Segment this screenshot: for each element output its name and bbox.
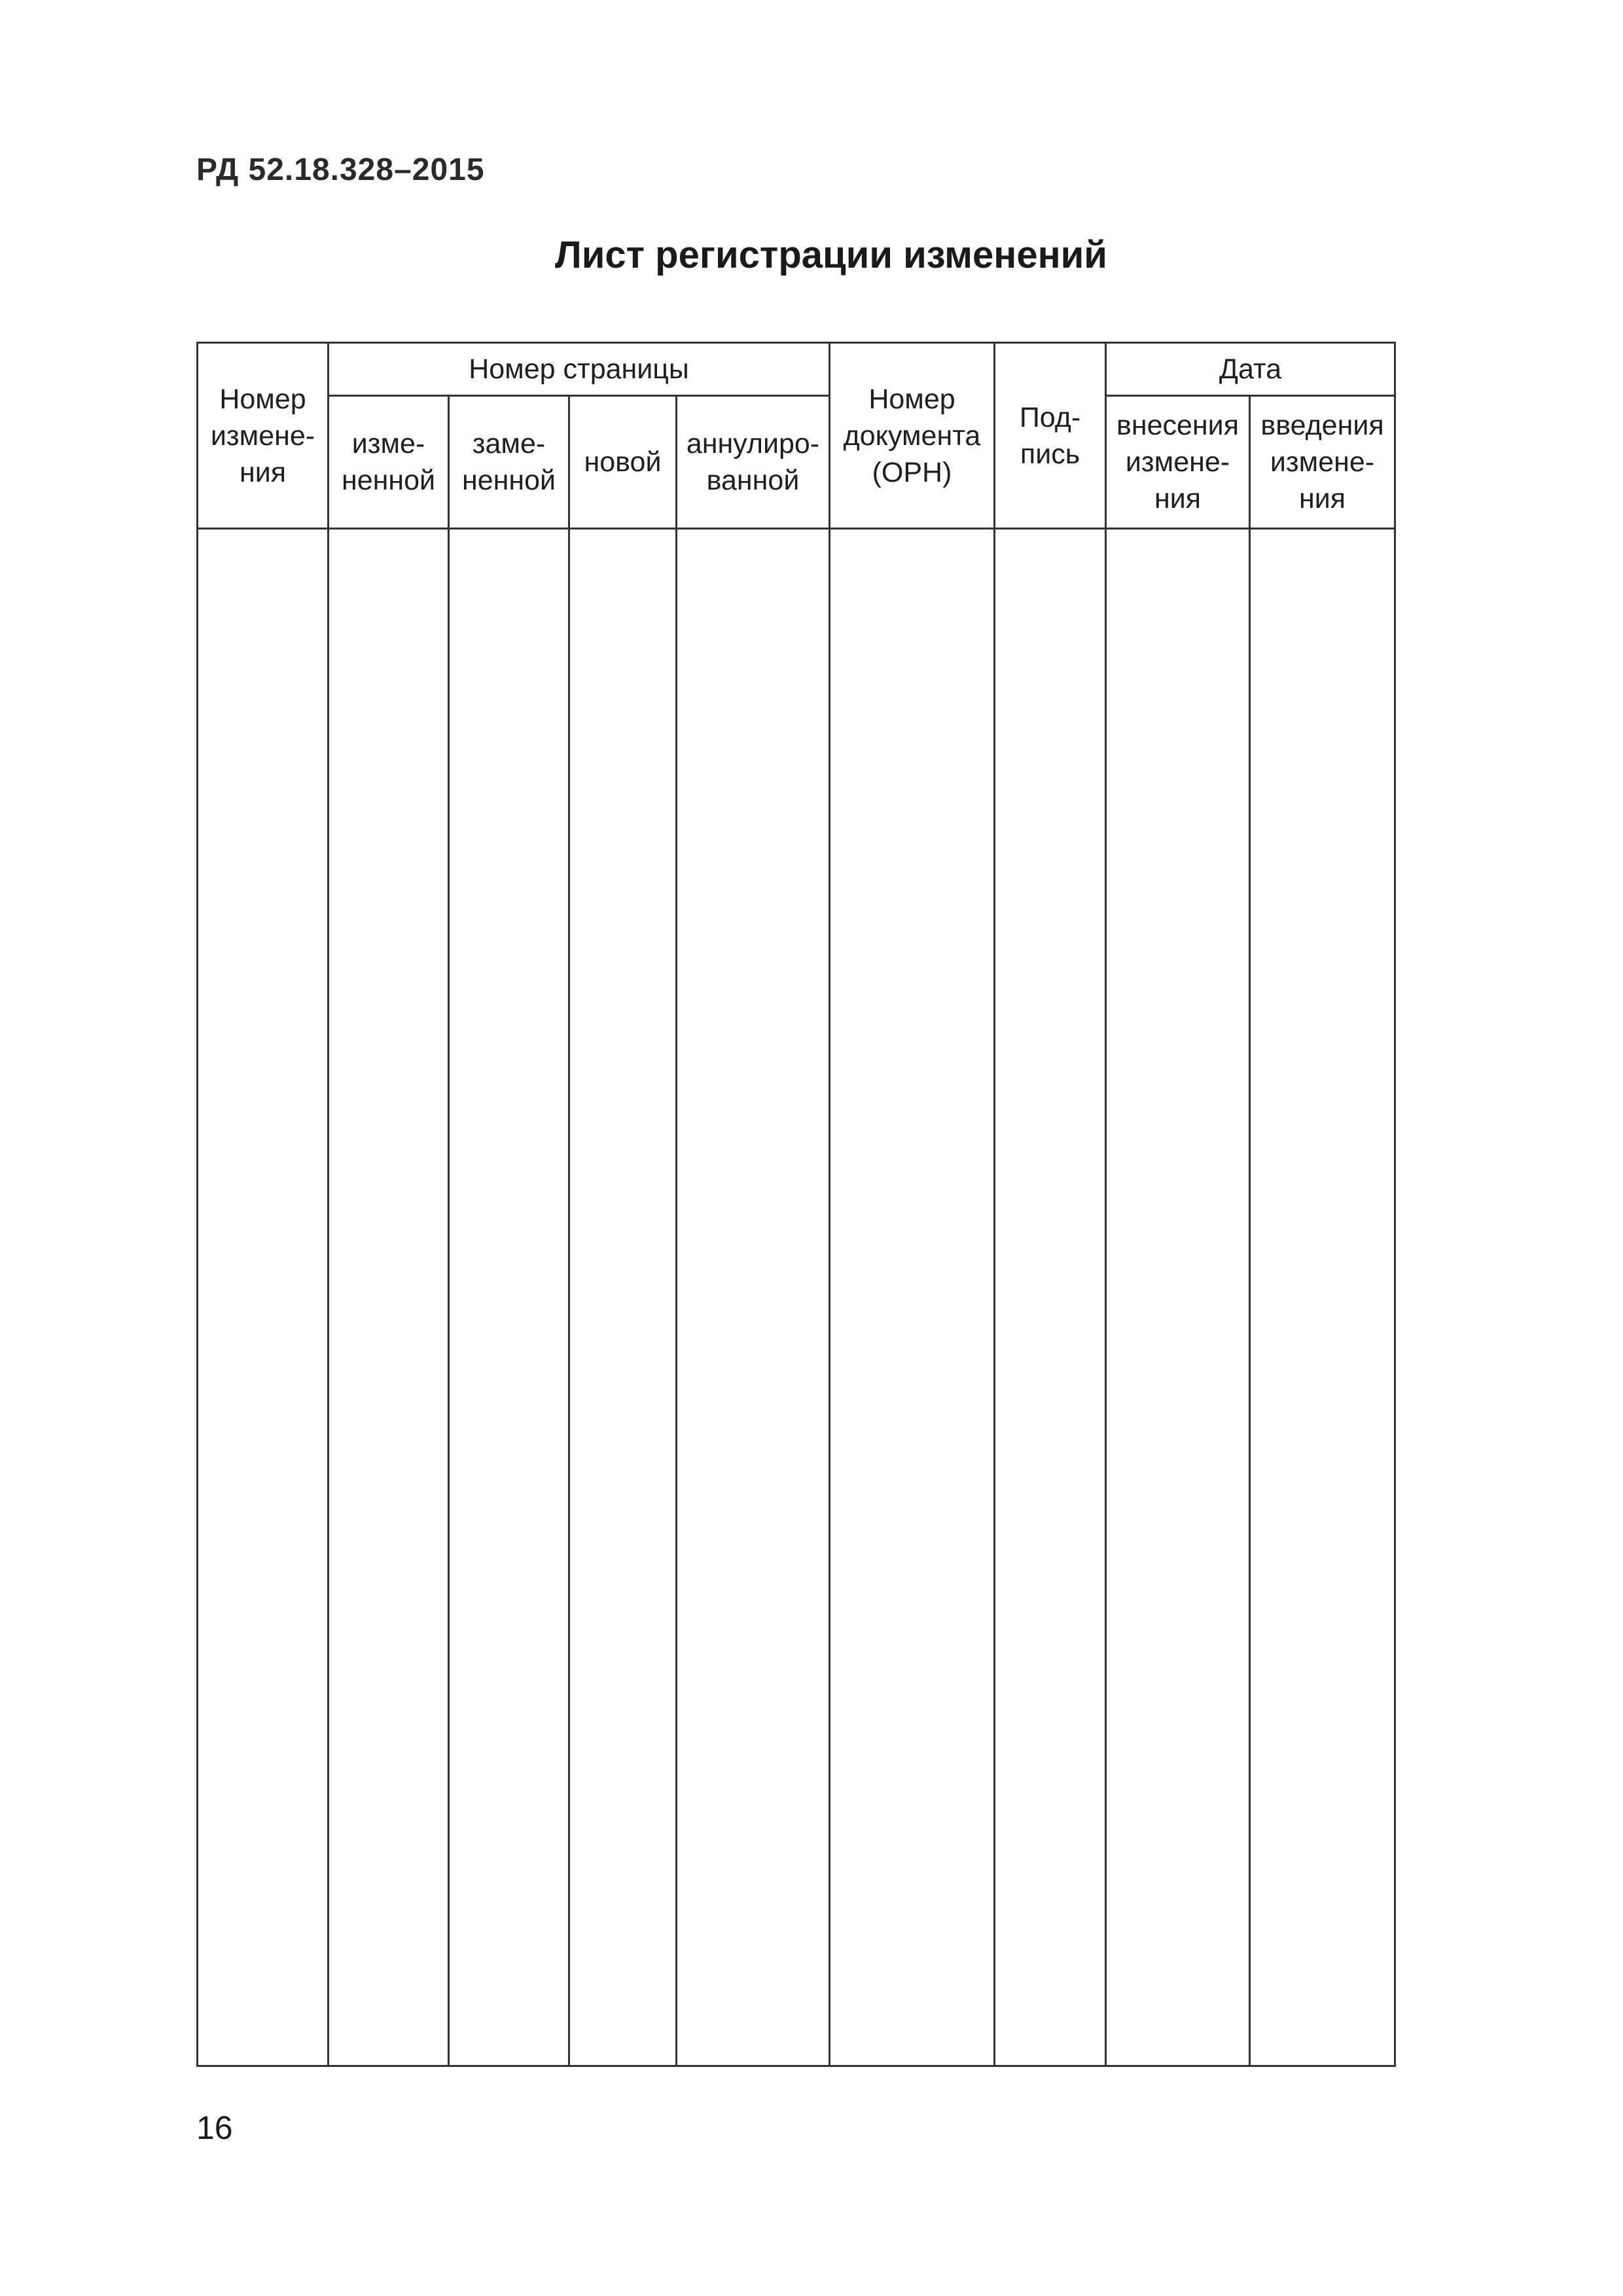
header-replaced-page: заме- ненной (449, 396, 569, 529)
cell-date-entry (1106, 529, 1250, 2066)
header-cancelled-page: аннулиро- ванной (677, 396, 830, 529)
header-date-effective: введения измене- ния (1250, 396, 1395, 529)
header-row-2 (198, 396, 1395, 529)
cell-new-page (569, 529, 677, 2066)
header-date-group: Дата (1106, 343, 1395, 396)
header-change-number: Номер измене- ния (198, 343, 329, 529)
header-date-entry: внесения измене- ния (1106, 396, 1250, 529)
cell-document-number (830, 529, 995, 2066)
change-registration-table (196, 342, 1396, 2067)
page-number: 16 (196, 2109, 233, 2146)
header-signature: Под- пись (995, 343, 1106, 529)
cell-cancelled-page (677, 529, 830, 2066)
cell-change-number (198, 529, 329, 2066)
document-code: РД 52.18.328–2015 (196, 152, 485, 187)
cell-replaced-page (449, 529, 569, 2066)
page-title: Лист регистрации изменений (555, 234, 1107, 276)
header-new-page: новой (569, 396, 677, 529)
cell-changed-page (329, 529, 449, 2066)
header-changed-page: изме- ненной (329, 396, 449, 529)
cell-signature (995, 529, 1106, 2066)
table-body-row (198, 529, 1395, 2066)
cell-date-effective (1250, 529, 1395, 2066)
header-document-number: Номер документа (ОРН) (830, 343, 995, 529)
header-page-number-group: Номер страницы (329, 343, 830, 396)
header-row-1 (198, 343, 1395, 396)
